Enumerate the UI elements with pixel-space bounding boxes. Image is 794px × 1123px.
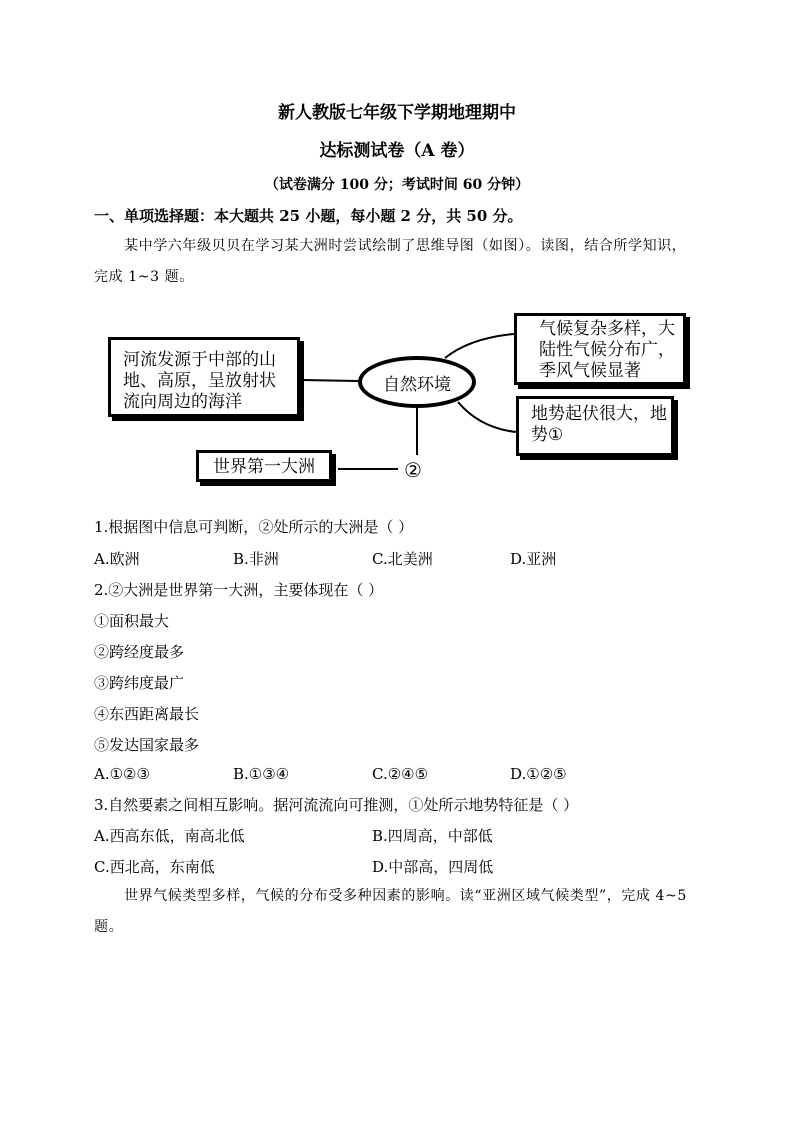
question-intro-1-3: 某中学六年级贝贝在学习某大洲时尝试绘制了思维导图（如图）。读图，结合所学知识，完成 1~3 题。 [94,238,687,285]
right-box-line: 地势起伏很大，地 [531,404,667,424]
center-node-natural-environment [358,356,476,408]
bottom-box-largest-continent: 世界第一大洲 [196,450,332,482]
q3-option-d[interactable]: D.中部高，四周低 [372,858,494,876]
q3-option-a[interactable]: A.西高东低，南高北低 [94,827,245,845]
q2-option-c[interactable]: C.②④⑤ [372,765,429,783]
right-box-line: 势① [531,425,564,445]
exam-subtitle: （试卷满分 100 分；考试时间 60 分钟） [264,177,530,193]
q2-item: ④东西距离最长 [94,705,200,723]
exam-title-line2: 达标测试卷（A 卷） [319,141,475,161]
top-right-box-line: 陆性气候分布广， [539,340,675,360]
question-2-stem: 2.②大洲是世界第一大洲，主要体现在（ ） [94,581,384,599]
connector-left [302,380,358,381]
section-heading: 一、单项选择题：本大题共 25 小题，每小题 2 分，共 50 分。 [94,207,523,225]
q2-option-d[interactable]: D.①②⑤ [510,765,567,783]
q2-item: ②跨经度最多 [94,643,185,661]
connector-right [458,402,516,432]
q2-option-b[interactable]: B.①③④ [233,765,290,783]
top-right-box-climate [514,313,686,385]
q2-option-a[interactable]: A.①②③ [94,765,150,783]
left-box-line: 地、高原，呈放射状 [123,371,276,391]
q2-item: ③跨纬度最广 [94,674,185,692]
connector-top-right [445,334,514,358]
q3-option-c[interactable]: C.西北高，东南低 [94,858,215,876]
top-right-box-line: 气候复杂多样，大 [539,319,675,339]
q2-item: ①面积最大 [94,612,170,630]
center-node-label: 自然环境 [383,374,451,395]
q1-option-c[interactable]: C.北美洲 [372,550,433,568]
q3-option-b[interactable]: B.四周高，中部低 [372,827,493,845]
q2-item: ⑤发达国家最多 [94,736,200,754]
marker-2: ② [404,458,422,482]
left-box-line: 流向周边的海洋 [123,392,242,412]
left-box-rivers [108,337,300,417]
left-box-line: 河流发源于中部的山 [123,350,276,370]
right-box-terrain [516,396,674,456]
exam-title-line1: 新人教版七年级下学期地理期中 [278,103,516,123]
question-intro-4-5: 世界气候类型多样，气候的分布受多种因素的影响。读“亚洲区域气候类型”，完成 4~5 题。 [94,888,687,935]
q1-option-a[interactable]: A.欧洲 [94,550,140,568]
q1-option-b[interactable]: B.非洲 [233,550,279,568]
q1-option-d[interactable]: D.亚洲 [510,550,557,568]
question-1-stem: 1.根据图中信息可判断，②处所示的大洲是（ ） [94,518,414,536]
top-right-box-line: 季风气候显著 [539,361,641,381]
question-3-stem: 3.自然要素之间相互影响。据河流流向可推测，①处所示地势特征是（ ） [94,796,579,814]
